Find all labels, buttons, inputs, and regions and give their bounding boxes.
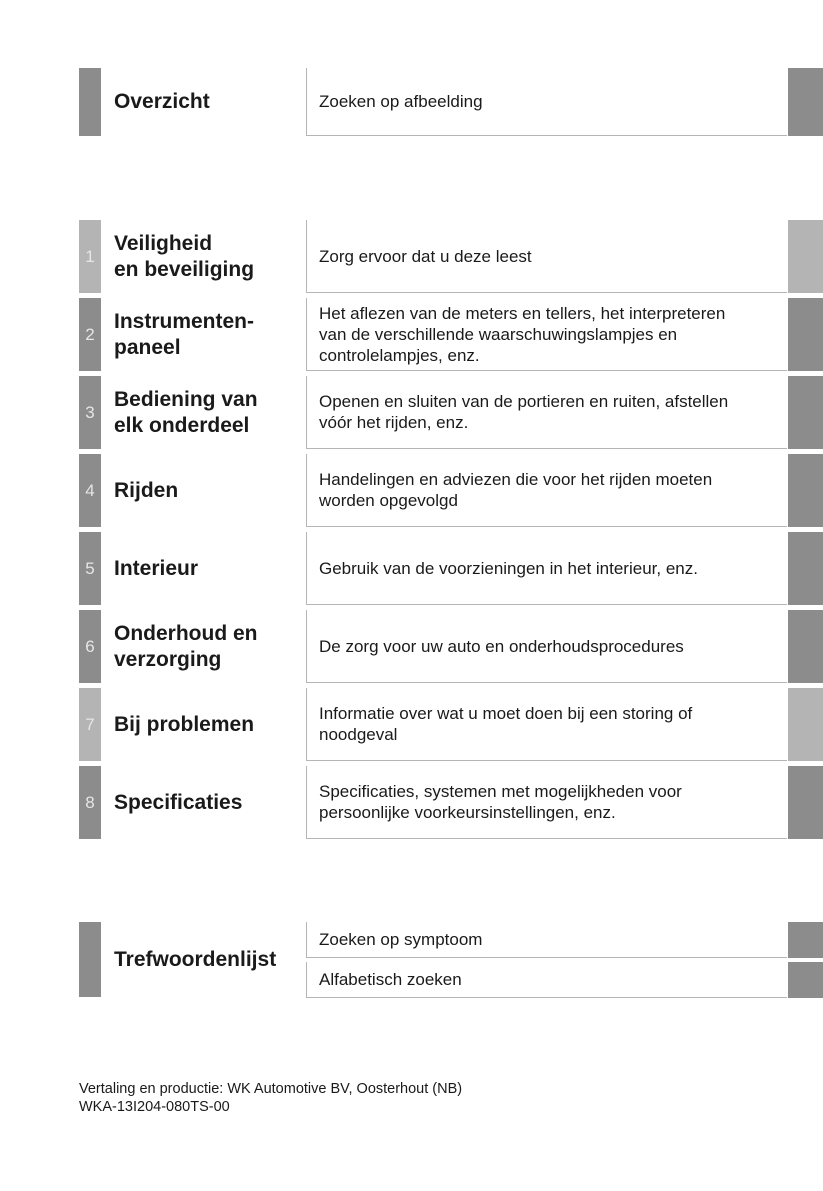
footer-credits: Vertaling en productie: WK Automotive BV, Oosterhout (NB) (79, 1081, 463, 1097)
chapter-tab-8[interactable] (788, 766, 823, 839)
index-title: Trefwoordenlijst (114, 947, 277, 971)
overview-tab[interactable] (788, 68, 823, 136)
chapter-title: Specificaties (114, 790, 243, 814)
chapter-number: 3 (79, 376, 101, 449)
chapter-number: 7 (79, 688, 101, 761)
chapter-row-1[interactable] (79, 220, 823, 293)
chapter-tab-2[interactable] (788, 298, 823, 371)
overview-marker (79, 68, 101, 136)
overview-row[interactable] (79, 68, 823, 136)
chapter-row-4[interactable] (79, 454, 823, 527)
index-tab-alphabetic[interactable] (788, 962, 823, 998)
chapter-description: Gebruik van de voorzieningen in het interieur, enz. (306, 532, 787, 605)
chapter-description: De zorg voor uw auto en onderhoudsprocedures (306, 610, 787, 683)
overview-description: Zoeken op afbeelding (306, 68, 787, 136)
chapter-row-6[interactable] (79, 610, 823, 683)
chapter-row-3[interactable] (79, 376, 823, 449)
chapter-title: Onderhoud en verzorging (114, 621, 258, 671)
chapter-tab-1[interactable] (788, 220, 823, 293)
chapter-description: Het aflezen van de meters en tellers, het interpreteren van de verschillende waarschuwingslampjes en controlelampjes, enz. (306, 298, 787, 371)
chapter-tab-4[interactable] (788, 454, 823, 527)
footer (79, 1080, 462, 1116)
chapter-tab-5[interactable] (788, 532, 823, 605)
index-block (79, 922, 823, 997)
chapter-number: 1 (79, 220, 101, 293)
chapter-number: 4 (79, 454, 101, 527)
chapter-row-8[interactable] (79, 766, 823, 839)
index-item-symptom[interactable]: Zoeken op symptoom (306, 922, 787, 958)
chapter-description: Informatie over wat u moet doen bij een storing of noodgeval (306, 688, 787, 761)
chapter-number: 6 (79, 610, 101, 683)
chapter-tab-6[interactable] (788, 610, 823, 683)
chapter-description: Specificaties, systemen met mogelijkheden voor persoonlijke voorkeursinstellingen, enz. (306, 766, 787, 839)
chapter-title: Bij problemen (114, 712, 255, 736)
chapter-description: Handelingen en adviezen die voor het rijden moeten worden opgevolgd (306, 454, 787, 527)
chapter-tab-3[interactable] (788, 376, 823, 449)
chapter-description: Zorg ervoor dat u deze leest (306, 220, 787, 293)
chapter-title: Bediening van elk onderdeel (114, 387, 258, 437)
chapter-row-2[interactable] (79, 298, 823, 371)
chapter-number: 5 (79, 532, 101, 605)
chapter-row-5[interactable] (79, 532, 823, 605)
footer-code: WKA-13I204-080TS-00 (79, 1099, 230, 1115)
chapter-title: Rijden (114, 478, 179, 502)
chapter-title: Instrumenten- paneel (114, 309, 255, 359)
chapter-title: Interieur (114, 556, 199, 580)
index-tab-symptom[interactable] (788, 922, 823, 958)
chapter-tab-7[interactable] (788, 688, 823, 761)
chapter-title: Veiligheid en beveiliging (114, 231, 255, 281)
chapter-description: Openen en sluiten van de portieren en ruiten, afstellen vóór het rijden, enz. (306, 376, 787, 449)
index-marker (79, 922, 101, 997)
overview-title: Overzicht (114, 90, 210, 113)
chapter-number: 2 (79, 298, 101, 371)
chapter-row-7[interactable] (79, 688, 823, 761)
index-item-alphabetic[interactable]: Alfabetisch zoeken (306, 962, 787, 998)
chapter-number: 8 (79, 766, 101, 839)
